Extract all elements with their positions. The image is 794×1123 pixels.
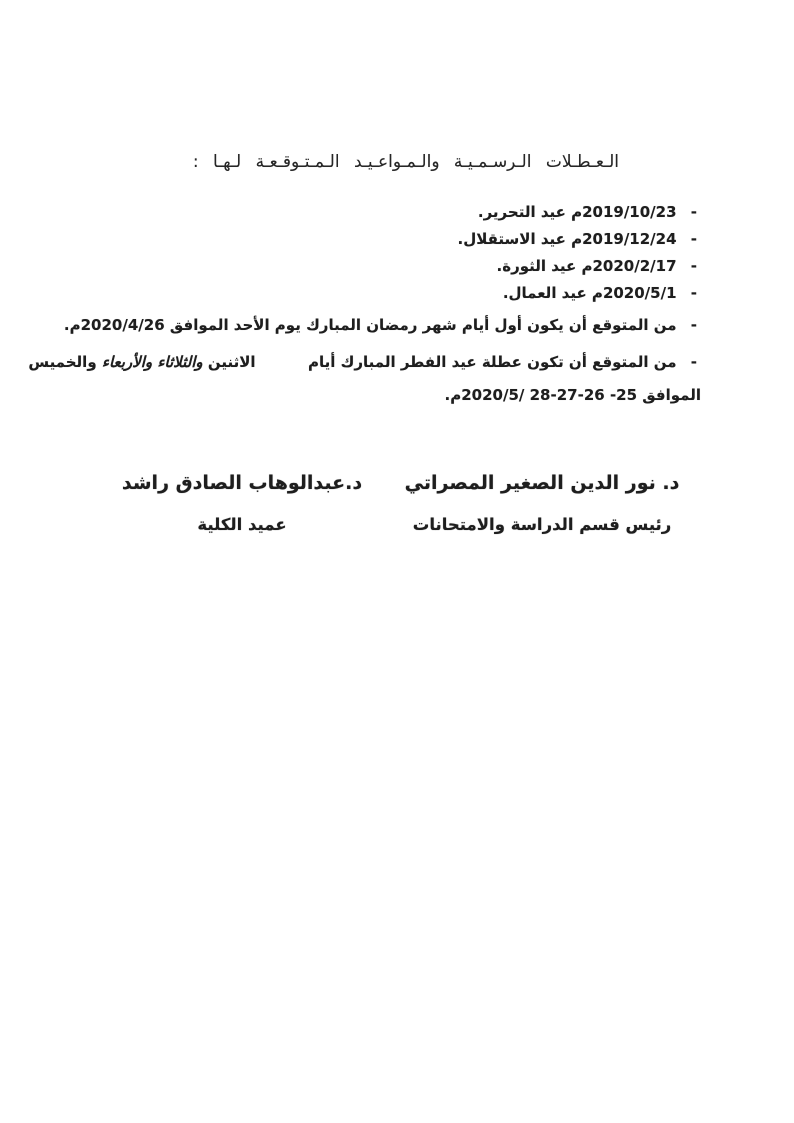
- eid-note-line-1: [28, 346, 697, 379]
- signature-column-right: [387, 468, 697, 539]
- bullet-dash: -: [690, 230, 697, 248]
- bullet-dash: -: [690, 353, 697, 371]
- document-title: الـعـطـلات الـرسـمـيـة والـمـواعـيـد الـمـتـوقـعـة لـهـا :: [192, 152, 619, 172]
- ramadan-note-text: من المتوقع أن يكون أول أيام شهر رمضان المبارك يوم الأحد الموافق 2020/4/26م.: [63, 316, 677, 334]
- document-content: [28, 0, 794, 539]
- holiday-text: 2019/10/23م عيد التحرير.: [477, 203, 677, 221]
- list-item-ramadan-note: [63, 312, 697, 339]
- eid-weekday-monday: الاثنين: [207, 353, 256, 371]
- eid-date-line: الموافق 25- 26-27-28 /2020/5م.: [444, 386, 701, 404]
- signature-left-title: عميد الكلية: [197, 515, 287, 534]
- list-item-eid-note: [28, 346, 701, 412]
- signature-block: [97, 468, 697, 539]
- holiday-text: 2019/12/24م عيد الاستقلال.: [457, 230, 677, 248]
- list-item-liberation-day: [97, 199, 697, 226]
- signature-right-name: د. نور الدين الصغير المصراتي: [404, 472, 680, 494]
- eid-note-lead: من المتوقع أن تكون عطلة عيد الفطر المبارك أيام: [308, 353, 677, 371]
- list-item-revolution-day: [97, 253, 697, 280]
- signature-column-left: [97, 468, 387, 539]
- list-item-labor-day: [97, 280, 697, 307]
- holiday-text: 2020/5/1م عيد العمال.: [502, 284, 677, 302]
- list-item-independence-day: [97, 226, 697, 253]
- signature-left-name: د.عبدالوهاب الصادق راشد: [121, 472, 363, 494]
- holiday-text: 2020/2/17م عيد الثورة.: [496, 257, 677, 275]
- eid-weekday-thursday: والخميس: [28, 353, 97, 371]
- bullet-dash: -: [690, 257, 697, 275]
- holiday-list: [28, 199, 701, 412]
- bullet-dash: -: [690, 316, 697, 334]
- eid-weekday-tue-wed: والثلاثاء والأربعاء: [101, 353, 203, 371]
- bullet-dash: -: [690, 284, 697, 302]
- bullet-dash: -: [690, 203, 697, 221]
- signature-right-title: رئيس قسم الدراسة والامتحانات: [412, 515, 672, 534]
